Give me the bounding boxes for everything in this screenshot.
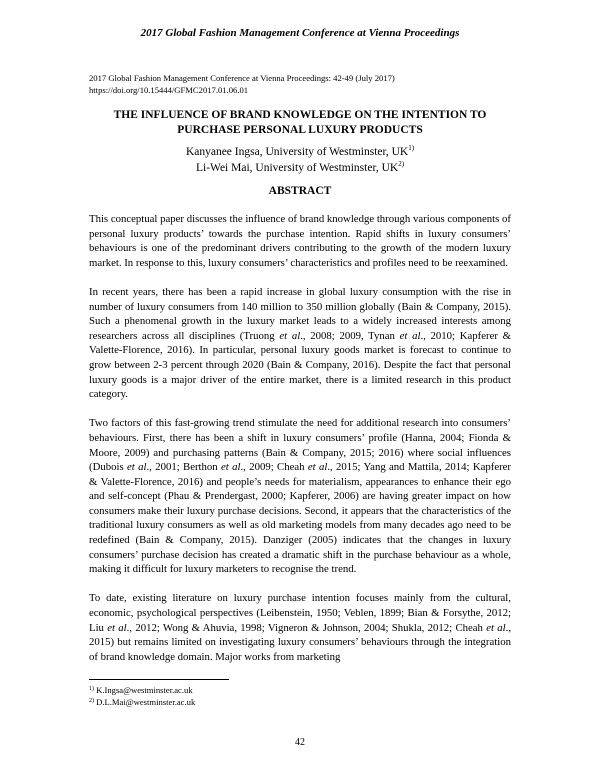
footnote-ref: 2) [398,159,405,168]
footnote-email[interactable]: K.Ingsa@westminster.ac.uk [96,685,193,695]
paper-title [89,108,511,138]
paragraph: This conceptual paper discusses the influence of brand knowledge through various components of personal luxury products’ towards the purchase intention. Rapid shifts in luxury consumers’ behaviours is one of the predominant drivers contributing to the growth of the modern luxury market. In response to this, luxury consumers’ characteristics and profiles need to be reexamined. [89,213,511,269]
paragraph: In recent years, there has been a rapid increase in global luxury consumption with the rise in number of luxury consumers from 140 million to 350 million globally (Bain & Company, 2015). Such a phenomenal growth in the luxury market leads to a widely increased interests among researchers across all disciplines (Truong et al., 2008; 2009, Tynan et al., 2010; Kapferer & Valette-Florence, 2016). In particular, personal luxury goods market is forecast to continue to grow between 2-3 percent through 2020 (Bain & Company, 2016). Despite the fact that personal luxury goods is a major driver of the entire market, there is a limited research in this product category. [89,285,512,401]
footnote-mark: 2) [89,698,94,704]
author-line [89,161,511,177]
paragraph: Two factors of this fast-growing trend stimulate the need for additional research into consumers’ behaviours. First, there has been a shift in luxury consumers’ profile (Hanna, 2004; Fionda & Moore, 2009) and purchasing patterns (Bain & Company, 2015; 2016) where social influences (Dubois et al., 2001; Berthon et al., 2009; Cheah et al., 2015; Yang and Mattila, 2014; Kapferer & Valette-Florence, 2016) and people’s needs for materialism, appearances to enhance their ego and self-concept (Phau & Prendergast, 2000; Kapferer, 2006) are having greater impact on how consumers make their luxury purchase decisions. Second, it appears that the characteristics of the traditional luxury consumers as well as old marketing models from many decades ago need to be redefined (Bain & Company, 2015). Danziger (2005) indicates that the changes in luxury consumers’ purchase decision has created a dramatic shift in the purchase behaviour as a whole, making it difficult for luxury marketers to recognise the trend. [89,417,512,576]
footnotes [89,684,389,708]
author-list [89,145,511,176]
footnote-mark: 1) [89,686,94,692]
citation-line: 2017 Global Fashion Management Conference at Vienna Proceedings: 42-49 (July 2017) [89,73,395,83]
author-name: Kanyanee Ingsa, University of Westminster, UK [185,146,409,158]
footnote [89,684,389,696]
running-header: 2017 Global Fashion Management Conference at Vienna Proceedings [140,27,460,39]
abstract-heading: ABSTRACT [268,185,332,197]
paper-title-line: PURCHASE PERSONAL LUXURY PRODUCTS [177,124,423,136]
page-number: 42 [295,737,305,748]
footnote [89,696,389,708]
doi-link[interactable]: https://doi.org/10.15444/GFMC2017.01.06.01 [89,85,249,95]
footnote-divider [89,679,229,680]
paper-title-line: THE INFLUENCE OF BRAND KNOWLEDGE ON THE INTENTION TO [113,109,487,121]
author-name: Li-Wei Mai, University of Westminster, UK [195,161,399,174]
body-text [89,212,511,679]
author-line [89,145,511,161]
footnote-ref: 1) [408,144,415,152]
paragraph: To date, existing literature on luxury purchase intention focuses mainly from the cultural, economic, psychological perspectives (Leibenstein, 1950; Veblen, 1899; Bian & Forsythe, 2012; Liu et al., 2012; Wong & Ahuvia, 1998; Vigneron & Johnson, 2004; Shukla, 2012; Cheah et al., 2015) but remains limited on investigating luxury consumers’ behaviours through the integration of brand knowledge domain. Major works from marketing [89,592,511,663]
footnote-email[interactable]: D.L.Mai@westminster.ac.uk [96,697,196,707]
citation-block [89,72,529,96]
